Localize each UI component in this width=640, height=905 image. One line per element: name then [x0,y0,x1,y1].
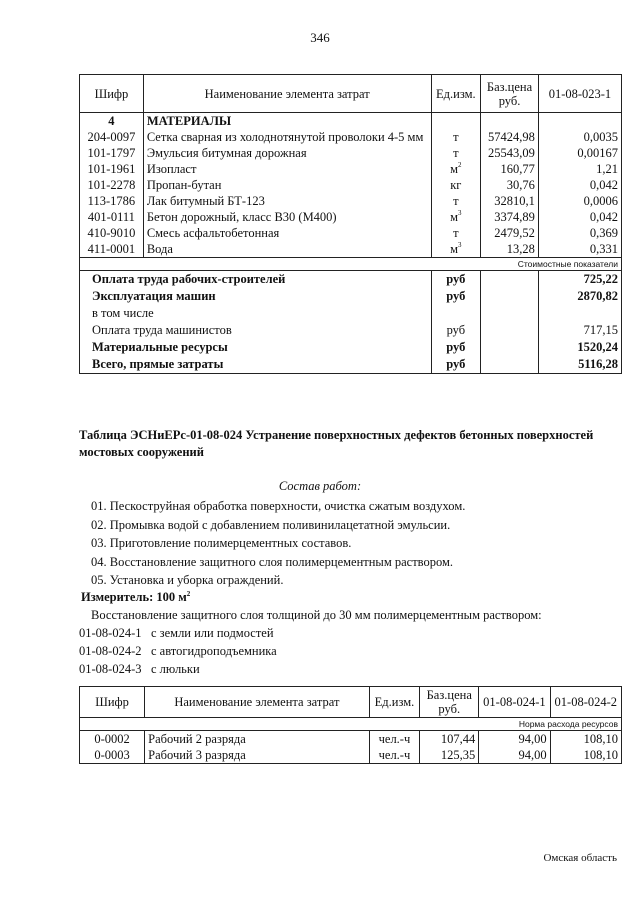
row-price: 2479,52 [481,225,539,241]
row-value: 0,00167 [538,145,621,161]
row-code: 410-9010 [80,225,144,241]
header-value: 01-08-023-1 [538,75,621,113]
row-value: 0,0035 [538,129,621,145]
empty-cell [481,113,539,130]
description: Восстановление защитного слоя толщиной до 30 мм полимерцементным раствором: [91,608,542,622]
materials-table [79,74,622,374]
row-code: 401-0111 [80,209,144,225]
header-unit: Ед.изм. [369,687,420,718]
summary-value: 725,22 [538,271,621,289]
row-unit: т [431,225,481,241]
table-row [80,731,622,748]
section-row [80,113,622,130]
summary-value: 717,15 [538,322,621,339]
row-name: Эмульсия битумная дорожная [143,145,431,161]
operation-item: 03. Приготовление полимерцементных составов. [91,536,352,550]
variant-text: с люльки [151,662,200,676]
row-variant-2: 108,10 [550,747,621,764]
row-code: 101-2278 [80,177,144,193]
header-variant-1: 01-08-024-1 [479,687,550,718]
summary-label: Всего, прямые затраты [80,356,432,374]
summary-unit: руб [431,339,481,356]
table-title: Таблица ЭСНиЕРс-01-08-024 Устранение поверхностных дефектов бетонных поверхностей мостовых сооружений [79,428,594,459]
table-row [80,161,622,177]
section-title: МАТЕРИАЛЫ [143,113,431,130]
variant-item [79,662,200,677]
summary-value: 2870,82 [538,288,621,305]
row-value: 1,21 [538,161,621,177]
header-name: Наименование элемента затрат [143,75,431,113]
header-price: Баз.цена руб. [420,687,479,718]
table-row [80,177,622,193]
summary-row [80,288,622,305]
header-name: Наименование элемента затрат [145,687,369,718]
row-unit: т [431,129,481,145]
row-name: Вода [143,241,431,258]
sostav-label: Состав работ: [278,479,362,493]
header-code: Шифр [80,75,144,113]
operation-item: 01. Пескоструйная обработка поверхности, очистка сжатым воздухом. [91,499,466,513]
summary-unit [431,305,481,322]
empty-cell [481,288,539,305]
summary-row [80,339,622,356]
empty-cell [481,356,539,374]
row-price: 107,44 [420,731,479,748]
operation-item: 02. Промывка водой с добавлением поливинилацетатной эмульсии. [91,517,451,532]
table-row [80,225,622,241]
row-name: Смесь асфальтобетонная [143,225,431,241]
row-unit: т [431,193,481,209]
row-variant-1: 94,00 [479,731,550,748]
row-price: 32810,1 [481,193,539,209]
summary-label: Оплата труда машинистов [80,322,432,339]
row-name: Лак битумный БТ-123 [143,193,431,209]
operation-item: 05. Установка и уборка ограждений. [91,573,284,587]
summary-unit: руб [431,322,481,339]
row-value: 0,042 [538,177,621,193]
table-row [80,747,622,764]
summary-row [80,322,622,339]
table-row [80,145,622,161]
variant-item [79,644,277,659]
cost-header: Стоимостные показатели [80,258,622,271]
summary-row [80,305,622,322]
row-unit: кг [431,177,481,193]
row-unit: $м^3$ [431,241,481,258]
empty-cell [481,322,539,339]
row-name: Бетон дорожный, класс В30 (М400) [143,209,431,225]
labor-table [79,686,622,764]
table-row [80,209,622,225]
variant-code: 01-08-024-3 [79,662,142,676]
table-header-row [80,75,622,113]
variant-text: с земли или подмостей [151,626,274,640]
row-code: 101-1961 [80,161,144,177]
summary-label: Эксплуатация машин [80,288,432,305]
row-code: 0-0002 [80,731,145,748]
row-variant-1: 94,00 [479,747,550,764]
row-value: 0,042 [538,209,621,225]
row-price: 13,28 [481,241,539,258]
row-unit: $м^2$ [431,161,481,177]
summary-row [80,356,622,374]
header-code: Шифр [80,687,145,718]
variant-code: 01-08-024-1 [79,626,142,640]
row-name: Рабочий 2 разряда [145,731,369,748]
page-number: 346 [310,30,330,45]
summary-label: Материальные ресурсы [80,339,432,356]
table-row [80,241,622,258]
section-code: 4 [80,113,144,130]
summary-value: 1520,24 [538,339,621,356]
row-value: 0,369 [538,225,621,241]
row-unit: чел.-ч [369,747,420,764]
summary-unit: руб [431,271,481,289]
header-price: Баз.цена руб. [481,75,539,113]
row-value: 0,331 [538,241,621,258]
header-variant-2: 01-08-024-2 [550,687,621,718]
cost-header-row [80,258,622,271]
table-row [80,129,622,145]
norm-header: Норма расхода ресурсов [80,718,622,731]
row-name: Сетка сварная из холоднотянутой проволоки 4-5 мм [143,129,431,145]
summary-unit: руб [431,356,481,374]
summary-unit: руб [431,288,481,305]
row-unit: чел.-ч [369,731,420,748]
variant-text: с автогидроподъемника [151,644,277,658]
row-unit: $м^3$ [431,209,481,225]
empty-cell [481,339,539,356]
row-code: 411-0001 [80,241,144,258]
row-code: 0-0003 [80,747,145,764]
row-value: 0,0006 [538,193,621,209]
row-name: Рабочий 3 разряда [145,747,369,764]
row-name: Изопласт [143,161,431,177]
empty-cell [481,271,539,289]
row-unit: т [431,145,481,161]
table-row [80,193,622,209]
row-code: 101-1797 [80,145,144,161]
row-price: 25543,09 [481,145,539,161]
operation-item: 04. Восстановление защитного слоя полимерцементным раствором. [91,554,454,569]
row-code: 204-0097 [80,129,144,145]
empty-cell [431,113,481,130]
summary-row [80,271,622,289]
row-price: 3374,89 [481,209,539,225]
summary-label: Оплата труда рабочих-строителей [80,271,432,289]
row-price: 57424,98 [481,129,539,145]
row-price: 160,77 [481,161,539,177]
summary-value: 5116,28 [538,356,621,374]
row-variant-2: 108,10 [550,731,621,748]
izmeritel: Измеритель: 100 $м^2$ [81,590,191,604]
variant-item [79,626,274,641]
norm-header-row [80,718,622,731]
header-unit: Ед.изм. [431,75,481,113]
table-header-row [80,687,622,718]
footer-region: Омская область [543,852,617,864]
row-price: 30,76 [481,177,539,193]
empty-cell [538,113,621,130]
summary-value [538,305,621,322]
row-price: 125,35 [420,747,479,764]
summary-label: в том числе [80,305,432,322]
row-name: Пропан-бутан [143,177,431,193]
variant-code: 01-08-024-2 [79,644,142,658]
row-code: 113-1786 [80,193,144,209]
empty-cell [481,305,539,322]
